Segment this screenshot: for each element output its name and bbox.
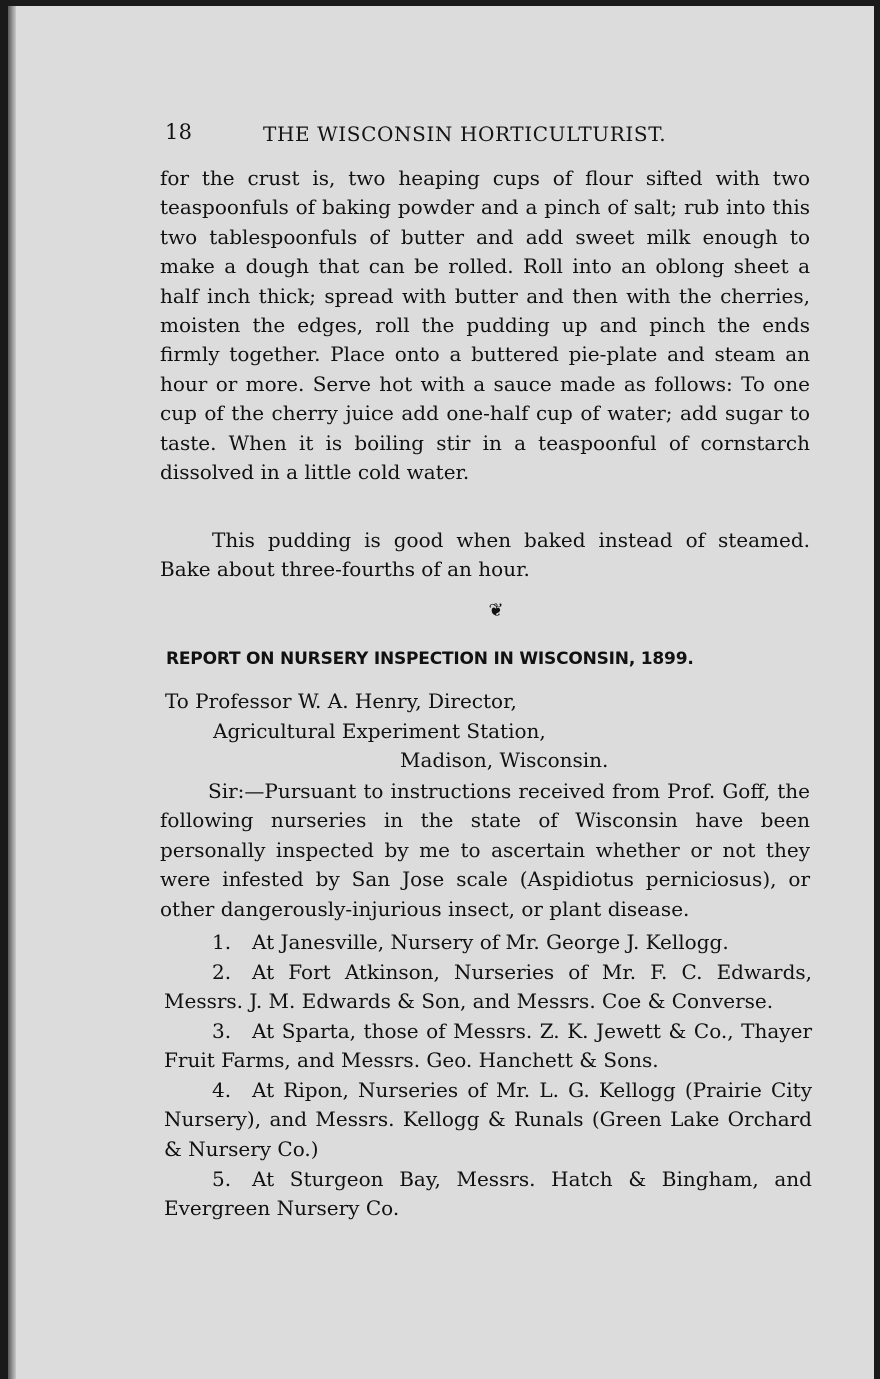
page-header xyxy=(165,118,725,154)
running-head: THE WISCONSIN HORTICULTURIST. xyxy=(263,122,667,146)
list-item-text: At Ripon, Nurseries of Mr. L. G. Kellogg (Prairie City Nursery), and Messrs. Kellogg & Runals (Green Lake Orchard & Nursery Co.) xyxy=(164,1078,812,1161)
list-item-text: At Janesville, Nursery of Mr. George J. Kellogg. xyxy=(252,930,729,954)
list-item xyxy=(164,958,812,1017)
list-item-number: 2. xyxy=(212,960,232,984)
address-line-1: To Professor W. A. Henry, Director, xyxy=(165,689,517,713)
section-ornament-icon: ❦ xyxy=(488,600,504,621)
list-item-text: At Fort Atkinson, Nurseries of Mr. F. C. Edwards, Messrs. J. M. Edwards & Son, and Messrs. Coe & Converse. xyxy=(164,960,812,1014)
recipe-note-paragraph: This pudding is good when baked instead of steamed. Bake about three-fourths of an hour. xyxy=(160,528,810,582)
list-item-number: 3. xyxy=(212,1019,232,1043)
list-item xyxy=(164,928,812,957)
report-title: REPORT ON NURSERY INSPECTION IN WISCONSIN, 1899. xyxy=(166,649,694,669)
book-page xyxy=(8,6,874,1379)
list-item xyxy=(164,1165,812,1224)
list-item-number: 1. xyxy=(212,930,232,954)
list-item-number: 5. xyxy=(212,1167,232,1191)
list-item-number: 4. xyxy=(212,1078,232,1102)
salutation-paragraph: Sir:—Pursuant to instructions received from Prof. Goff, the following nurseries in the state of Wisconsin have been personally inspected by me to ascertain whether or not they were infested by San Jose scale (Aspidiotus perniciosus), or other dangerously-injurious insect, or plant disease. xyxy=(160,779,810,921)
address-line-3: Madison, Wisconsin. xyxy=(400,748,609,772)
list-item-text: At Sparta, those of Messrs. Z. K. Jewett & Co., Thayer Fruit Farms, and Messrs. Geo. Hanchett & Sons. xyxy=(164,1019,812,1073)
page-number: 18 xyxy=(165,120,193,144)
recipe-paragraph: for the crust is, two heaping cups of flour sifted with two teaspoonfuls of baking powder and a pinch of salt; rub into this two tablespoonfuls of butter and add sweet milk enough to make a dough that can be rolled. Roll into an oblong sheet a half inch thick; spread with butter and then with the cherries, moisten the edges, roll the pudding up and pinch the ends firmly together. Place onto a buttered pie-plate and steam an hour or more. Serve hot with a sauce made as follows: To one cup of the cherry juice add one-half cup of water; add sugar to taste. When it is boiling stir in a teaspoonful of cornstarch dissolved in a little cold water. xyxy=(160,166,810,485)
list-item xyxy=(164,1076,812,1164)
list-item-text: At Sturgeon Bay, Messrs. Hatch & Bingham, and Evergreen Nursery Co. xyxy=(164,1167,812,1221)
list-item xyxy=(164,1017,812,1076)
address-line-2: Agricultural Experiment Station, xyxy=(213,719,546,743)
